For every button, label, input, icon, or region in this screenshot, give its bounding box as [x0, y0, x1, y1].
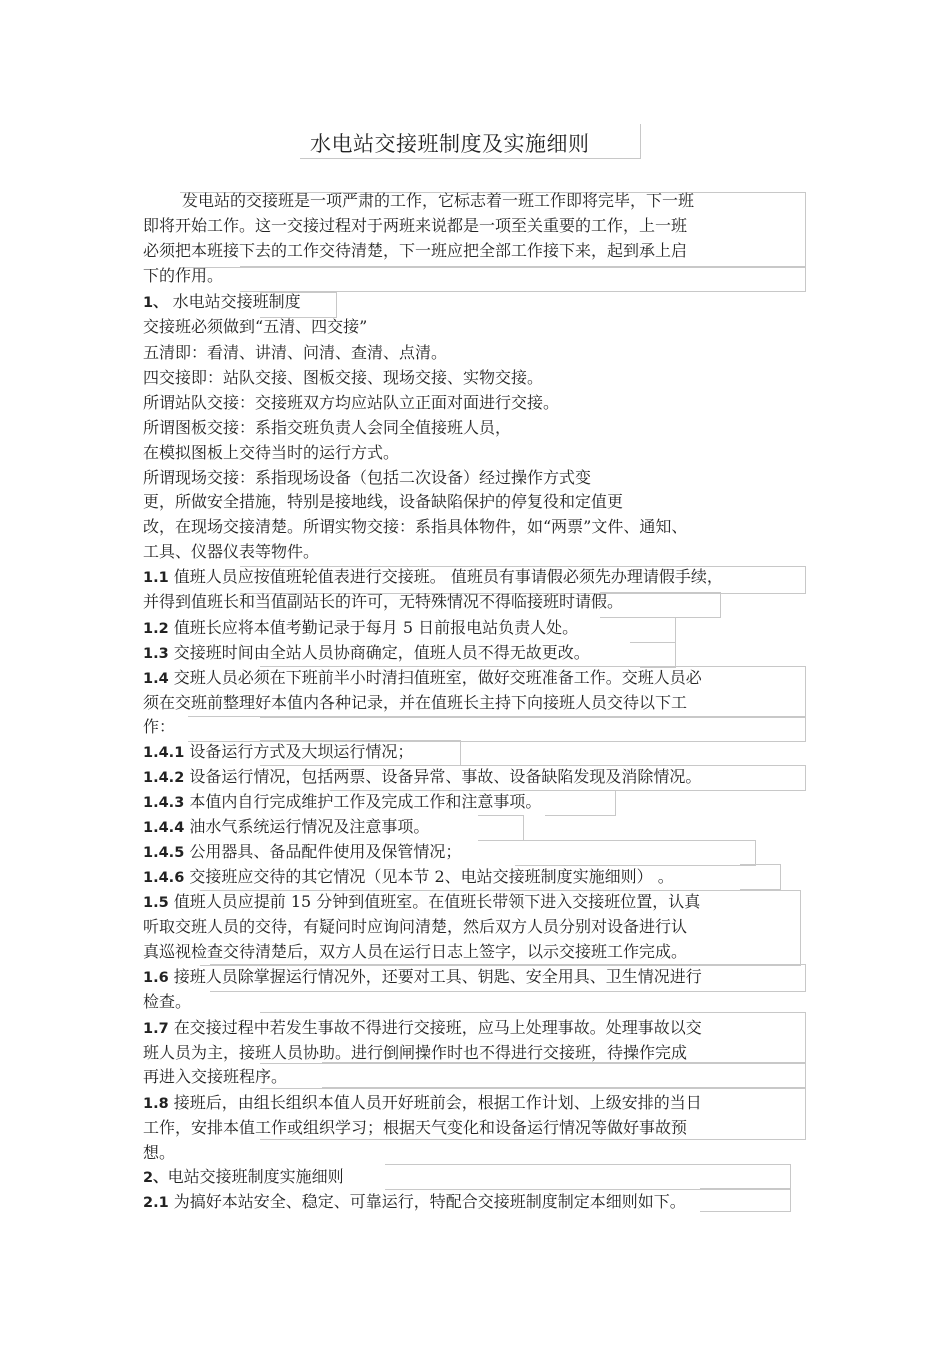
numbered-line — [143, 291, 301, 314]
line-text: 电站交接班制度实施细则 — [167, 1167, 344, 1186]
line-text: 值班长应将本值考勤记录于每月 5 日前报电站负责人处。 — [168, 618, 579, 637]
paragraph-frame — [640, 642, 676, 668]
text-line — [143, 240, 687, 262]
paragraph-frame — [630, 617, 676, 643]
numbered-line — [143, 816, 429, 839]
line-text: 交班人员必须在下班前半小时清扫值班室，做好交班准备工作。交班人员必 — [168, 668, 702, 687]
paragraph-frame — [700, 1188, 791, 1212]
line-text: 在交接过程中若发生事故不得进行交接班，应马上处理事故。处理事故以交 — [168, 1018, 702, 1037]
line-text: 值班人员应按值班轮值表进行交接班。 值班员有事请假必须先办理请假手续， — [168, 567, 723, 586]
line-text: 真巡视检查交待清楚后，双方人员在运行日志上签字，以示交接班工作完成。 — [143, 942, 688, 961]
text-line — [143, 316, 367, 338]
line-text: 作： — [143, 717, 176, 736]
line-text: 所谓站队交接：交接班双方均应站队立正面对面进行交接。 — [143, 393, 560, 412]
text-line — [143, 516, 687, 538]
line-text: 本值内自行完成维护工作及完成工作和注意事项。 — [184, 792, 542, 811]
section-number: 1.4.3 — [143, 795, 185, 811]
section-number: 1.5 — [143, 895, 169, 911]
numbered-line — [143, 791, 541, 814]
text-line — [143, 1117, 687, 1139]
line-text: 更，所做安全措施，特别是接地线，设备缺陷保护的停复役和定值更 — [143, 492, 624, 511]
text-line — [143, 467, 591, 489]
line-text: 值班人员应提前 15 分钟到值班室。在值班长带领下进入交接班位置，认真 — [168, 892, 701, 911]
numbered-line — [143, 891, 700, 914]
line-text: 接班人员除掌握运行情况外，还要对工具、钥匙、安全用具、卫生情况进行 — [168, 967, 702, 986]
line-text: 下的作用。 — [143, 266, 224, 285]
line-text: 工作，安排本值工作或组织学习；根据天气变化和设备运行情况等做好事故预 — [143, 1118, 688, 1137]
paragraph-frame — [740, 864, 781, 890]
section-number: 1、 — [143, 295, 168, 311]
numbered-line — [143, 1017, 702, 1040]
paragraph-frame — [545, 790, 616, 816]
text-line — [143, 591, 623, 613]
numbered-line — [143, 741, 413, 764]
numbered-line — [143, 1191, 686, 1214]
paragraph-frame — [478, 815, 524, 841]
line-text: 交接班必须做到“五清、四交接” — [143, 317, 368, 336]
line-text: 四交接即：站队交接、图板交接、现场交接、实物交接。 — [143, 368, 544, 387]
line-text: 所谓现场交接：系指现场设备（包括二次设备）经过操作方式变 — [143, 468, 592, 487]
paragraph-frame — [188, 716, 806, 742]
line-text: 工具、仪器仪表等物件。 — [143, 542, 320, 561]
line-text: 设备运行方式及大坝运行情况； — [184, 742, 414, 761]
text-line — [143, 541, 319, 563]
text-line — [143, 491, 623, 513]
line-text: 改，在现场交接清楚。所谓实物交接：系指具体物件，如“两票”文件、通知、 — [143, 517, 688, 536]
line-text: 必须把本班接下去的工作交待清楚，下一班应把全部工作接下来，起到承上启 — [143, 241, 688, 260]
line-text: 并得到值班长和当值副站长的许可，无特殊情况不得临接班时请假。 — [143, 592, 624, 611]
text-line — [143, 716, 175, 738]
text-line — [143, 442, 399, 464]
numbered-line — [143, 667, 702, 690]
text-line — [143, 916, 687, 938]
numbered-line — [143, 1166, 344, 1189]
section-number: 1.2 — [143, 621, 169, 637]
text-line — [143, 342, 447, 364]
section-number: 1.4.4 — [143, 820, 185, 836]
text-line — [143, 1142, 175, 1164]
section-number: 1.7 — [143, 1021, 169, 1037]
section-number: 1.6 — [143, 970, 169, 986]
numbered-line — [143, 566, 723, 589]
line-text: 再进入交接班程序。 — [143, 1067, 288, 1086]
text-line — [143, 991, 191, 1013]
line-text: 想。 — [143, 1143, 176, 1162]
line-text: 发电站的交接班是一项严肃的工作，它标志着一班工作即将完毕，下一班 — [182, 191, 695, 210]
numbered-line — [143, 866, 674, 889]
line-text: 油水气系统运行情况及注意事项。 — [184, 817, 430, 836]
line-text: 须在交班前整理好本值内各种记录，并在值班长主持下向接班人员交待以下工 — [143, 693, 688, 712]
line-text: 检查。 — [143, 992, 192, 1011]
section-number: 2、 — [143, 1170, 168, 1186]
text-line — [143, 265, 223, 287]
paragraph-frame — [385, 1164, 791, 1190]
text-line — [182, 190, 694, 212]
section-number: 1.3 — [143, 646, 169, 662]
line-text: 班人员为主，接班人员协助。进行倒闸操作时也不得进行交接班，待操作完成 — [143, 1043, 688, 1062]
text-line — [143, 1042, 687, 1064]
numbered-line — [143, 642, 590, 665]
numbered-line — [143, 617, 578, 640]
section-number: 1.8 — [143, 1096, 169, 1112]
line-text: 听取交班人员的交待，有疑问时应询问清楚，然后双方人员分别对设备进行认 — [143, 917, 688, 936]
section-number: 2.1 — [143, 1195, 169, 1211]
text-line — [143, 1066, 287, 1088]
section-number: 1.1 — [143, 570, 169, 586]
numbered-line — [143, 966, 702, 989]
section-number: 1.4.2 — [143, 770, 185, 786]
line-text: 所谓图板交接：系指交班负责人会同全值接班人员， — [143, 418, 512, 437]
line-text: 为搞好本站安全、稳定、可靠运行，特配合交接班制度制定本细则如下。 — [168, 1192, 686, 1211]
line-text: 交接班应交待的其它情况（见本节 2、电站交接班制度实施细则） 。 — [184, 867, 674, 886]
line-text: 在模拟图板上交待当时的运行方式。 — [143, 443, 400, 462]
numbered-line — [143, 841, 461, 864]
numbered-line — [143, 1092, 702, 1115]
paragraph-frame — [322, 1062, 806, 1088]
line-text: 五清即：看清、讲清、问清、查清、点清。 — [143, 343, 448, 362]
line-text: 公用器具、备品配件使用及保管情况； — [184, 842, 462, 861]
document-title: 水电站交接班制度及实施细则 — [310, 132, 590, 156]
text-line — [143, 417, 511, 439]
section-number: 1.4.6 — [143, 870, 185, 886]
text-line — [143, 367, 543, 389]
section-number: 1.4 — [143, 671, 169, 687]
text-line — [143, 215, 687, 237]
text-line — [143, 941, 687, 963]
line-text: 设备运行情况，包括两票、设备异常、事故、设备缺陷发现及消除情况。 — [184, 767, 702, 786]
section-number: 1.4.1 — [143, 745, 185, 761]
paragraph-frame — [515, 840, 756, 866]
paragraph-frame — [240, 266, 806, 292]
line-text: 即将开始工作。这一交接过程对于两班来说都是一项至关重要的工作，上一班 — [143, 216, 688, 235]
line-text: 水电站交接班制度 — [167, 292, 301, 311]
section-number: 1.4.5 — [143, 845, 185, 861]
text-line — [143, 392, 559, 414]
line-text: 交接班时间由全站人员协商确定，值班人员不得无故更改。 — [168, 643, 590, 662]
numbered-line — [143, 766, 701, 789]
text-line — [143, 692, 687, 714]
line-text: 接班后，由组长组织本值人员开好班前会，根据工作计划、上级安排的当日 — [168, 1093, 702, 1112]
